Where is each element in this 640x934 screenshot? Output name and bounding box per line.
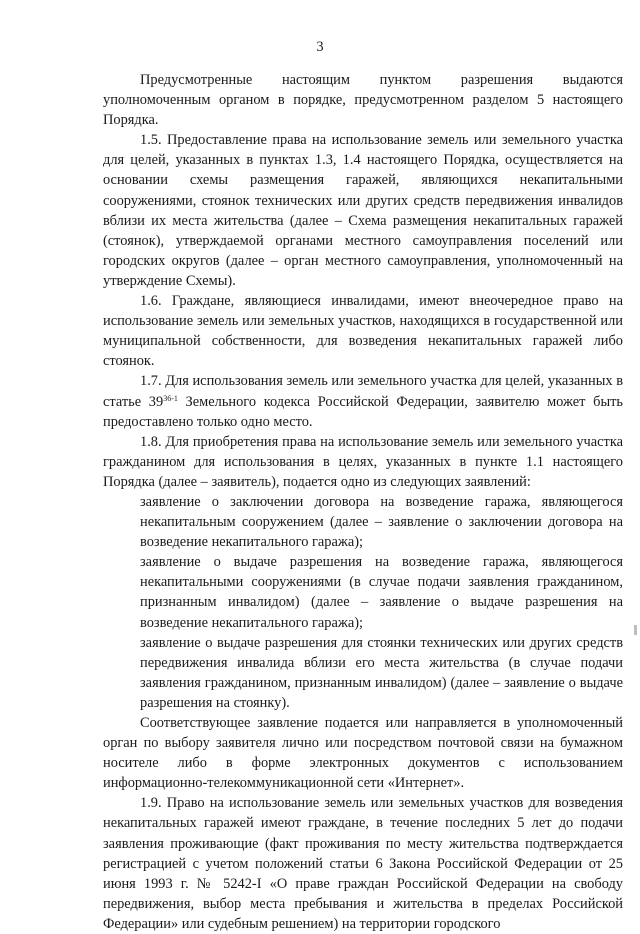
document-body xyxy=(103,70,623,934)
list-item-garage-contract: заявление о заключении договора на возведение гаража, являющегося некапитальным сооружением (далее – заявление о заключении договора на возведение некапитального гаража); xyxy=(140,493,623,551)
paragraph-1-7-start: 1.7. Для использования земель или земельного участка для целей, указанных в статье 39 xyxy=(103,373,623,410)
paragraph-1-5: 1.5. Предоставление права на использование земель или земельного участка для целей, указанных в пунктах 1.3, 1.4 настоящего Порядка, осуществляется на основании схемы размещения гаражей, являющихся некапитальными сооружениями, стоянок технических или других средств передвижения инвалидов вблизи их места жительства (далее – Схема размещения некапитальных гаражей (стоянок), утверждаемой органами местного самоуправления поселений или городских округов (далее – орган местного самоуправления, уполномоченный на утверждение Схемы). xyxy=(103,132,623,289)
list-item-parking-permit: заявление о выдаче разрешения для стоянки технических или других средств передвижения инвалида вблизи его места жительства (в случае подачи заявления гражданином, признанным инвалидом) (далее – заявление о выдаче разрешения на стоянку). xyxy=(140,634,623,711)
paragraph-1-8: 1.8. Для приобретения права на использование земель или земельного участка гражданином для использования в целях, указанных в пункте 1.1 настоящего Порядка (далее – заявитель), подается одно из следующих заявлений: xyxy=(103,433,623,490)
scan-margin-mark xyxy=(634,625,637,635)
paragraph-1-7-end: Земельного кодекса Российской Федерации, заявителю может быть предоставлено только одно место. xyxy=(103,393,623,430)
page-number: 3 xyxy=(316,39,324,55)
paragraph-1-6: 1.6. Граждане, являющиеся инвалидами, имеют внеочередное право на использование земель или земельных участков, находящихся в государственной или муниципальной собственности, для возведения некапитальных гаражей либо стоянок. xyxy=(103,293,623,370)
paragraph-1-7 xyxy=(103,371,623,431)
paragraph-submission: Соответствующее заявление подается или направляется в уполномоченный орган по выбору заявителя лично или посредством почтовой связи на бумажном носителе либо в форме электронных документов с использованием информационно-телекоммуникационной сети «Интернет». xyxy=(103,715,623,792)
paragraph-permits-issued: Предусмотренные настоящим пунктом разрешения выдаются уполномоченным органом в порядке, предусмотренном разделом 5 настоящего Порядка. xyxy=(103,72,623,129)
article-superscript: 36-1 xyxy=(163,393,178,403)
paragraph-1-9: 1.9. Право на использование земель или земельных участков для возведения некапитальных гаражей имеют граждане, в течение последних 5 лет до подачи заявления проживающие (факт проживания по месту жительства подтверждается регистрацией с учетом положений статьи 6 Закона Российской Федерации от 25 июня 1993 г. № 5242-I «О праве граждан Российской Федерации на свободу передвижения, выбор места пребывания и жительства в пределах Российской Федерации» или судебным решением) на территории городского xyxy=(103,795,623,932)
list-item-garage-permit: заявление о выдаче разрешения на возведение гаража, являющегося некапитальными сооружениями (в случае подачи заявления гражданином, признанным инвалидом) (далее – заявление о выдаче разрешения на возведение некапитального гаража); xyxy=(140,554,623,631)
